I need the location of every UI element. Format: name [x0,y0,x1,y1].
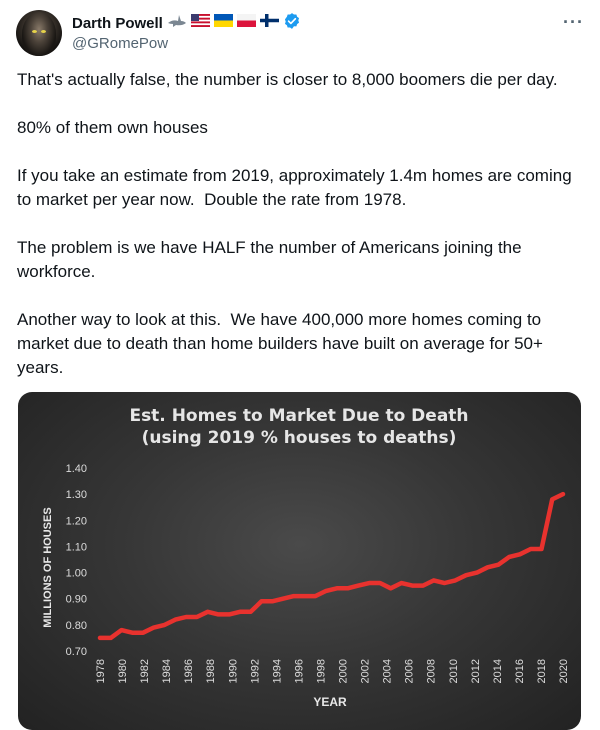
x-tick-label: 1990 [227,659,240,684]
author-handle[interactable]: @GRomePow [72,35,169,52]
y-tick-label: 1.40 [65,463,87,475]
data-point [530,549,531,550]
x-tick-label: 1988 [205,659,218,684]
us-flag-icon [191,14,210,32]
tweet-text [17,68,585,404]
y-tick-label: 0.70 [65,646,87,658]
poland-flag-icon [237,14,256,32]
tweet-paragraph: If you take an estimate from 2019, approximately 1.4m homes are coming to market per year now. Double the rate from 1978. [17,166,577,209]
x-tick-label: 1980 [117,659,130,684]
data-point [186,617,187,618]
data-point [519,554,520,555]
x-tick-label: 1986 [183,659,196,684]
data-point [455,580,456,581]
x-tick-label: 2006 [403,659,416,684]
x-tick-label: 1994 [271,659,284,684]
x-tick-label: 2012 [469,659,482,684]
y-tick-label: 1.10 [65,541,87,554]
data-point [487,567,488,568]
data-point [563,494,564,495]
shark-icon [167,14,187,33]
x-tick-label: 2010 [447,659,460,684]
data-point [175,619,176,620]
data-point [153,627,154,628]
y-tick-label: 1.30 [65,489,87,502]
data-point [423,585,424,586]
data-point [466,575,467,576]
x-tick-label: 1996 [293,659,306,684]
x-tick-label: 1984 [161,659,174,684]
y-tick-label: 1.00 [65,567,87,580]
data-point [132,632,133,633]
data-point [498,564,499,565]
data-point [390,588,391,589]
avatar-image [22,12,56,56]
data-point [358,585,359,586]
x-tick-label: 2018 [535,659,548,684]
x-tick-label: 1978 [95,659,107,684]
x-tick-label: 1992 [249,659,262,684]
data-point [552,499,553,500]
x-tick-label: 2016 [513,659,526,684]
series-line [100,494,563,638]
data-point [444,583,445,584]
x-tick-label: 1982 [139,659,152,684]
chart-subtitle: (using 2019 % houses to deaths) [141,428,457,448]
chart [18,392,581,730]
ukraine-flag-icon [214,14,233,32]
avatar-eye [32,30,37,33]
x-axis-label: YEAR [313,695,347,709]
y-tick-label: 0.80 [65,619,87,632]
data-point [261,601,262,602]
x-tick-label: 2004 [381,659,394,684]
data-point [304,596,305,597]
data-point [433,580,434,581]
tweet-paragraph: Another way to look at this. We have 400,000 more homes coming to market due to death than home builders have built on average for 50+ years. [17,310,548,377]
data-point [347,588,348,589]
author-name[interactable]: Darth Powell [72,14,163,32]
data-point [293,596,294,597]
data-point [412,585,413,586]
data-point [509,556,510,557]
tweet-media-chart[interactable] [18,392,581,730]
chart-title: Est. Homes to Market Due to Death [129,406,469,426]
data-point [240,611,241,612]
data-point [143,632,144,633]
avatar[interactable] [16,10,62,56]
data-point [476,572,477,573]
data-point [218,614,219,615]
data-point [110,637,111,638]
author-row [72,13,301,33]
tweet-paragraph: 80% of them own houses [17,118,208,137]
data-point [250,611,251,612]
avatar-eye [41,30,46,33]
x-tick-label: 2020 [558,659,570,684]
data-point [380,583,381,584]
verified-icon [283,12,301,35]
more-options-icon[interactable]: ··· [563,12,584,32]
y-tick-label: 0.90 [65,593,87,606]
x-tick-label: 2002 [359,659,372,684]
y-tick-label: 1.20 [65,515,87,528]
data-point [541,549,542,550]
tweet-paragraph: The problem is we have HALF the number of Americans joining the workforce. [17,238,527,281]
tweet-header [16,10,584,56]
data-point [369,583,370,584]
x-tick-label: 2014 [491,659,504,684]
data-point [272,601,273,602]
finland-flag-icon [260,14,279,32]
x-tick-label: 1998 [315,659,328,684]
y-axis-label: MILLIONS OF HOUSES [42,507,54,628]
x-tick-label: 2008 [425,659,438,684]
data-point [164,624,165,625]
data-point [229,614,230,615]
data-point [121,630,122,631]
data-point [196,617,197,618]
data-point [336,588,337,589]
data-point [283,598,284,599]
data-point [100,637,101,638]
data-point [315,596,316,597]
data-point [401,583,402,584]
x-tick-label: 2000 [337,659,350,684]
data-point [326,590,327,591]
tweet-paragraph: That's actually false, the number is closer to 8,000 boomers die per day. [17,70,558,89]
data-point [207,611,208,612]
